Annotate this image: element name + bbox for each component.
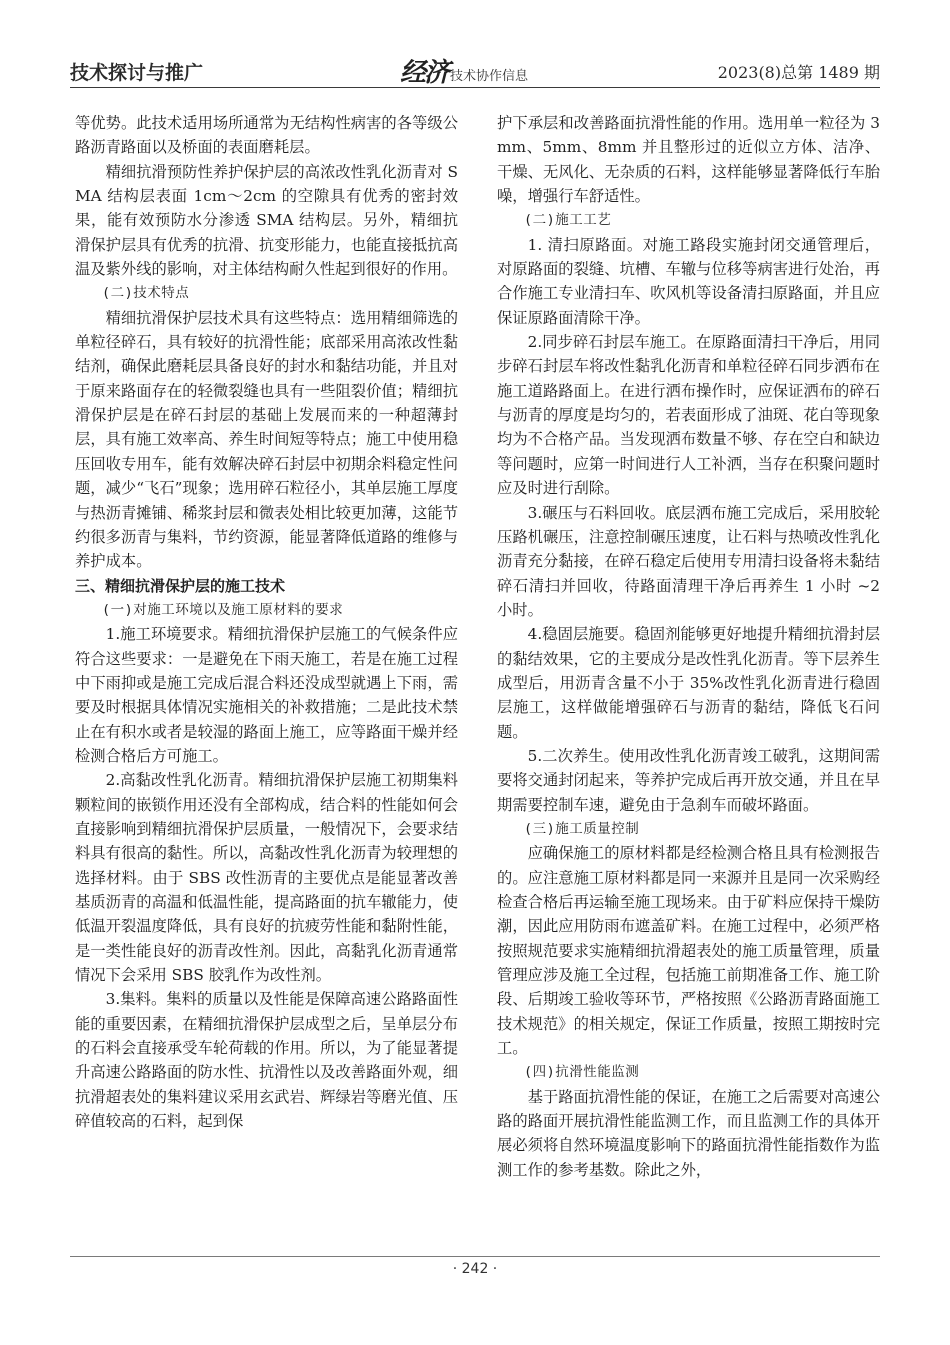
- subsection-heading: (四)抗滑性能监测: [524, 1064, 640, 1081]
- page-number: · 242 ·: [452, 1261, 498, 1277]
- right-column: [497, 111, 880, 1182]
- header-section-title: 技术探讨与推广: [70, 62, 204, 84]
- section-heading: 三、精细抗滑保护层的施工技术: [75, 576, 286, 595]
- paragraph-continuation: 护下承层和改善路面抗滑性能的作用。选用单一粒径为 3mm、5mm、8mm 并且整形过的近似立方体、洁净、干燥、无风化、无杂质的石料，这样能够显著降低行车胎噪，增强行车舒适性。: [497, 114, 880, 206]
- paragraph: 4.稳固层施要。稳固剂能够更好地提升精细抗滑封层的黏结效果，它的主要成分是改性乳化沥青。等下层养生成型后，用沥青含量不小于 35%改性乳化沥青进行稳固层施工，这样做能增强碎石与沥青的黏结，降低飞石问题。: [497, 625, 880, 741]
- subsection-heading: (二)技术特点: [102, 285, 190, 302]
- footer-divider: [70, 1256, 880, 1257]
- issue-number: 2023(8)总第 1489 期: [717, 63, 880, 82]
- paragraph: 3.集料。集料的质量以及性能是保障高速公路路面性能的重要因素，在精细抗滑保护层成型之后，呈单层分布的石料会直接承受车轮荷载的作用。所以，为了能显著提升高速公路路面的防水性、抗滑性以及改善路面外观，细抗滑超表处的集料建议采用玄武岩、辉绿岩等磨光值、压碎值较高的石料，起到保: [75, 990, 458, 1131]
- page-header: [70, 52, 880, 92]
- subsection-heading: (一)对施工环境以及施工原材料的要求: [102, 601, 344, 618]
- journal-masthead: [400, 52, 528, 89]
- paragraph: 1.施工环境要求。精细抗滑保护层施工的气候条件应符合这些要求：一是避免在下雨天施工，若是在施工过程中下雨抑或是施工完成后混合料还没成型就遇上下雨，需要及时根据具体情况实施相关的补救措施；二是此技术禁止在有积水或者是较湿的路面上施工，应等路面干燥并经检测合格后方可施工。: [75, 625, 458, 765]
- left-column: [75, 111, 458, 1133]
- paragraph: 1. 清扫原路面。对施工路段实施封闭交通管理后，对原路面的裂缝、坑槽、车辙与位移等病害进行处治，再合作施工专业清扫车、吹风机等设备清扫原路面，并且应保证原路面清除干净。: [497, 235, 880, 327]
- paragraph: 应确保施工的原材料都是经检测合格且具有检测报告的。应注意施工原材料都是同一来源并且是同一次采购经检查合格后再运输至施工现场来。由于矿料应保持干燥防潮，因此应用防雨布遮盖矿料。在施工过程中，必须严格按照规范要求实施精细抗滑超表处的施工质量管理，质量管理应涉及施工全过程，包括施工前期准备工作、施工阶段、后期竣工验收等环节，严格按照《公路沥青路面施工技术规范》的相关规定，保证工作质量，按照工期按时完工。: [497, 844, 880, 1058]
- paragraph: 精细抗滑保护层技术具有这些特点：选用精细筛选的单粒径碎石，具有较好的抗滑性能；底部采用高浓改性黏结剂，确保此磨耗层具备良好的封水和黏结功能，并且对于原来路面存在的轻微裂缝也具有一些阻裂价值；精细抗滑保护层是在碎石封层的基础上发展而来的一种超薄封层，具有施工效率高、养生时间短等特点；施工中使用稳压回收专用车，能有效解决碎石封层中初期余料稳定性问题，减少“飞石”现象；选用碎石粒径小，其单层施工厚度与热沥青摊铺、稀浆封层和微表处相比较更加薄，这能节约很多沥青与集料，节约资源，能显著降低道路的维修与养护成本。: [75, 308, 458, 571]
- journal-logo: 经济: [400, 58, 449, 88]
- paragraph: 2.高黏改性乳化沥青。精细抗滑保护层施工初期集料颗粒间的嵌锁作用还没有全部构成，结合料的性能如何会直接影响到精细抗滑保护层质量，一般情况下，会要求结料具有很高的黏性。所以，高黏改性乳化沥青为较理想的选择材料。由于 SBS 改性沥青的主要优点是能显著改善基质沥青的高温和低温性能，提高路面的抗车辙能力，使低温开裂温度降低，具有良好的抗疲劳性能和黏附性能，是一类性能良好的沥青改性剂。因此，高黏乳化沥青通常情况下会采用 SBS 胶乳作为改性剂。: [75, 771, 458, 985]
- paragraph: 5.二次养生。使用改性乳化沥青竣工破乳，这期间需要将交通封闭起来，等养护完成后再开放交通，并且在早期需要控制车速，避免由于急刹车而破坏路面。: [497, 746, 880, 814]
- paragraph: 精细抗滑预防性养护保护层的高浓改性乳化沥青对 SMA 结构层表面 1cm～2cm 的空隙具有优秀的密封效果，能有效预防水分渗透 SMA 结构层。另外，精细抗滑保护层具有优秀的抗滑、抗变形能力，也能直接抵抗高温及紫外线的影响，对主体结构耐久性起到很好的作用。: [75, 162, 458, 279]
- journal-name: 技术协作信息: [450, 69, 529, 84]
- paragraph: 3.碾压与石料回收。底层洒布施工完成后，采用胶轮压路机碾压，注意控制碾压速度，让石料与热喷改性乳化沥青充分黏接，在碎石稳定后使用专用清扫设备将未黏结碎石清扫并回收，待路面清理干净后再养生 1 小时 ~2 小时。: [497, 503, 880, 619]
- paragraph: 基于路面抗滑性能的保证，在施工之后需要对高速公路的路面开展抗滑性能监测工作，而且监测工作的具体开展必须将自然环境温度影响下的路面抗滑性能指数作为监测工作的参考基数。除此之外，: [497, 1087, 880, 1179]
- header-divider: [70, 87, 880, 88]
- paragraph-continuation: 等优势。此技术适用场所通常为无结构性病害的各等级公路沥青路面以及桥面的表面磨耗层。: [75, 114, 458, 157]
- subsection-heading: (二)施工工艺: [524, 212, 612, 229]
- paragraph: 2.同步碎石封层车施工。在原路面清扫干净后，用同步碎石封层车将改性黏乳化沥青和单粒径碎石同步洒布在施工道路路面上。在进行洒布操作时，应保证洒布的碎石与沥青的厚度是均匀的，若表面形成了油斑、花白等现象均为不合格产品。当发现洒布数量不够、存在空白和缺边等问题时，应第一时间进行人工补洒，当存在积聚问题时应及时进行刮除。: [497, 333, 880, 498]
- subsection-heading: (三)施工质量控制: [524, 820, 640, 837]
